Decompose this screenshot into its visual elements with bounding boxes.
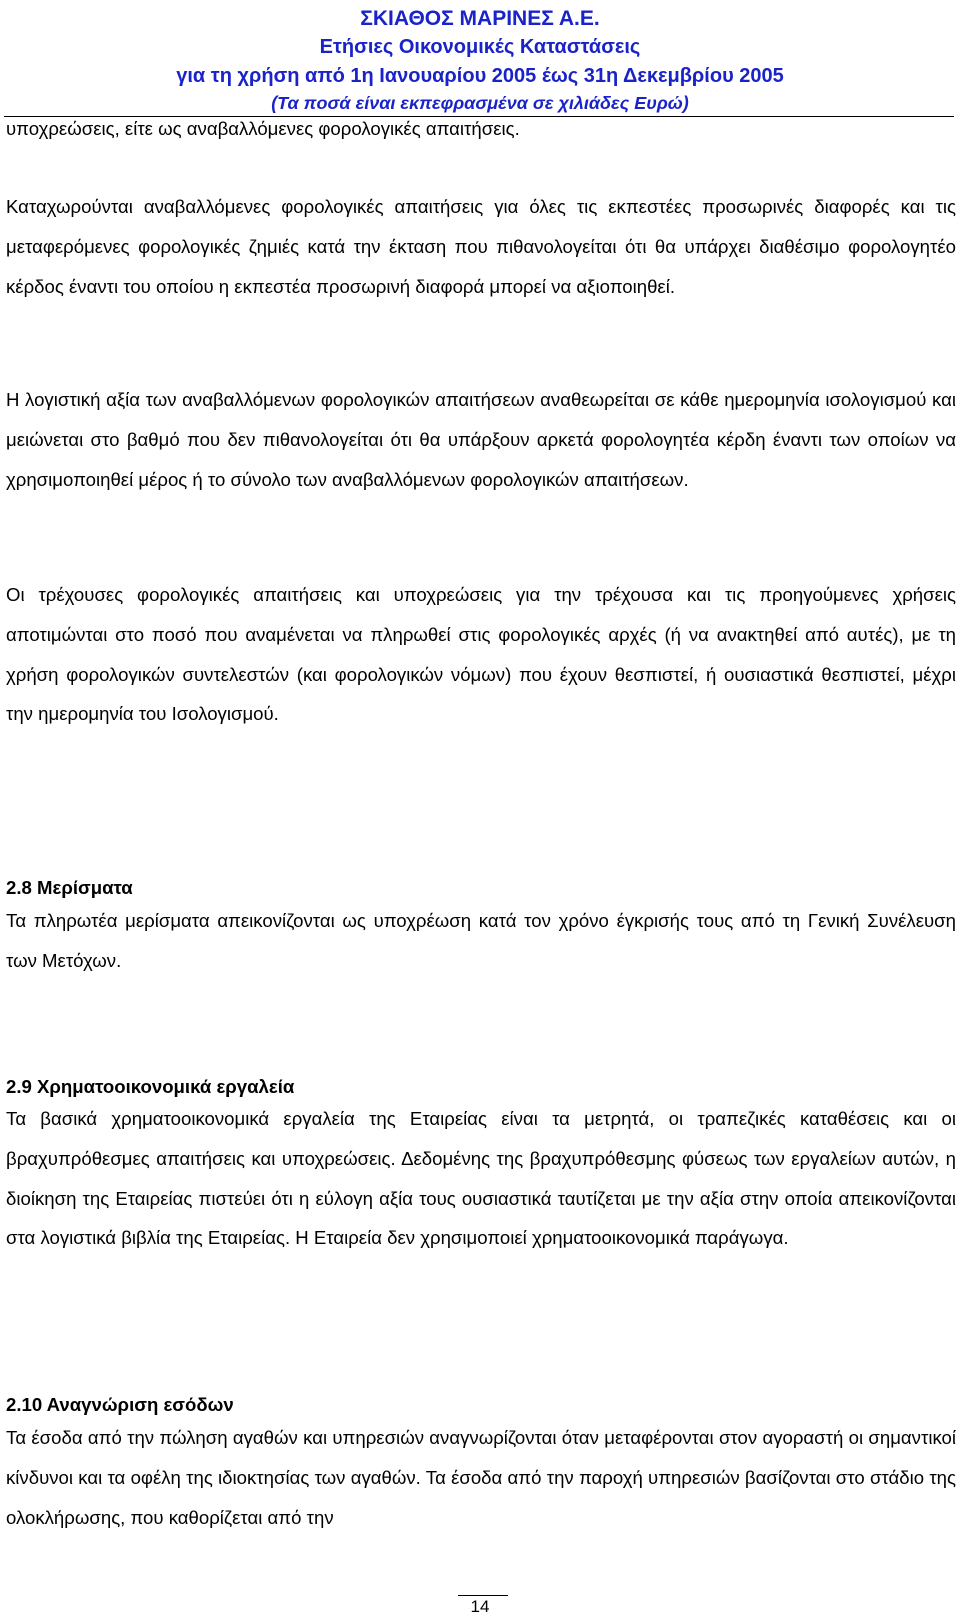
company-name: ΣΚΙΑΘΟΣ ΜΑΡΙΝΕΣ Α.Ε. — [360, 7, 600, 30]
paragraph-continued: υποχρεώσεις, είτε ως αναβαλλόμενες φορολογικές απαιτήσεις. — [6, 118, 520, 139]
section-text-dividends: Τα πληρωτέα μερίσματα απεικονίζονται ως υποχρέωση κατά τον χρόνο έγκρισής τους από τη Γενική Συνέλευση των Μετόχων. — [6, 910, 956, 971]
section-text-revenue-recognition: Τα έσοδα από την πώληση αγαθών και υπηρεσιών αναγνωρίζονται όταν μεταφέρονται στον αγοραστή οι σημαντικοί κίνδυνοι και τα οφέλη της ιδιοκτησίας των αγαθών. Τα έσοδα από την παροχή υπηρεσιών βασίζονται στο στάδιο της ολοκλήρωσης, που καθορίζεται από την — [6, 1427, 956, 1528]
paragraph-current-tax: Οι τρέχουσες φορολογικές απαιτήσεις και υποχρεώσεις για την τρέχουσα και τις προηγούμενες χρήσεις αποτιμώνται στο ποσό που αναμένεται να πληρωθεί στις φορολογικές αρχές (ή να ανακτηθεί από αυτές), με τη χρήση φορολογικών συντελεστών (και φορολογικών νόμων) που έχουν θεσπιστεί, ή ουσιαστικά θεσπιστεί, μέχρι την ημερομηνία του Ισολογισμού. — [6, 584, 956, 725]
footer-divider — [458, 1595, 508, 1596]
section-title-dividends: 2.8 Μερίσματα — [6, 877, 133, 898]
paragraph-carrying-amount: Η λογιστική αξία των αναβαλλόμενων φορολογικών απαιτήσεων αναθεωρείται σε κάθε ημερομηνία ισολογισμού και μειώνεται στο βαθμό που δεν πιθανολογείται ότι θα υπάρξουν αρκετά φορολογητέα κέρδη έναντι των οποίων να χρησιμοποιηθεί μέρος ή το σύνολο των αναβαλλόμενων φορολογικών απαιτήσεων. — [6, 389, 956, 490]
reporting-period: για τη χρήση από 1η Ιανουαρίου 2005 έως 31η Δεκεμβρίου 2005 — [176, 65, 784, 87]
section-text-financial-instruments: Τα βασικά χρηματοοικονομικά εργαλεία της Εταιρείας είναι τα μετρητά, οι τραπεζικές καταθέσεις και οι βραχυπρόθεσμες απαιτήσεις και υποχρεώσεις. Δεδομένης της βραχυπρόθεσμης φύσεως των εργαλείων αυτών, η διοίκηση της Εταιρείας πιστεύει ότι η εύλογη αξία τους ουσιαστικά ταυτίζεται με την αξία στην οποία απεικονίζονται στα λογιστικά βιβλία της Εταιρείας. Η Εταιρεία δεν χρησιμοποιεί χρηματοοικονομικά παράγωγα. — [6, 1108, 956, 1249]
paragraph-deferred-tax-recognition: Καταχωρούνται αναβαλλόμενες φορολογικές απαιτήσεις για όλες τις εκπεστέες προσωρινές διαφορές και τις μεταφερόμενες φορολογικές ζημιές κατά την έκταση που πιθανολογείται ότι θα υπάρχει διαθέσιμο φορολογητέο κέρδος έναντι του οποίου η εκπεστέα προσωρινή διαφορά μπορεί να αξιοποιηθεί. — [6, 196, 956, 297]
page-number: 14 — [470, 1597, 490, 1616]
currency-note: (Τα ποσά είναι εκπεφρασμένα σε χιλιάδες Ευρώ) — [271, 93, 689, 113]
section-title-financial-instruments: 2.9 Χρηματοοικονομικά εργαλεία — [6, 1076, 295, 1097]
section-title-revenue-recognition: 2.10 Αναγνώριση εσόδων — [6, 1394, 234, 1415]
document-title: Ετήσιες Οικονομικές Καταστάσεις — [319, 36, 641, 58]
